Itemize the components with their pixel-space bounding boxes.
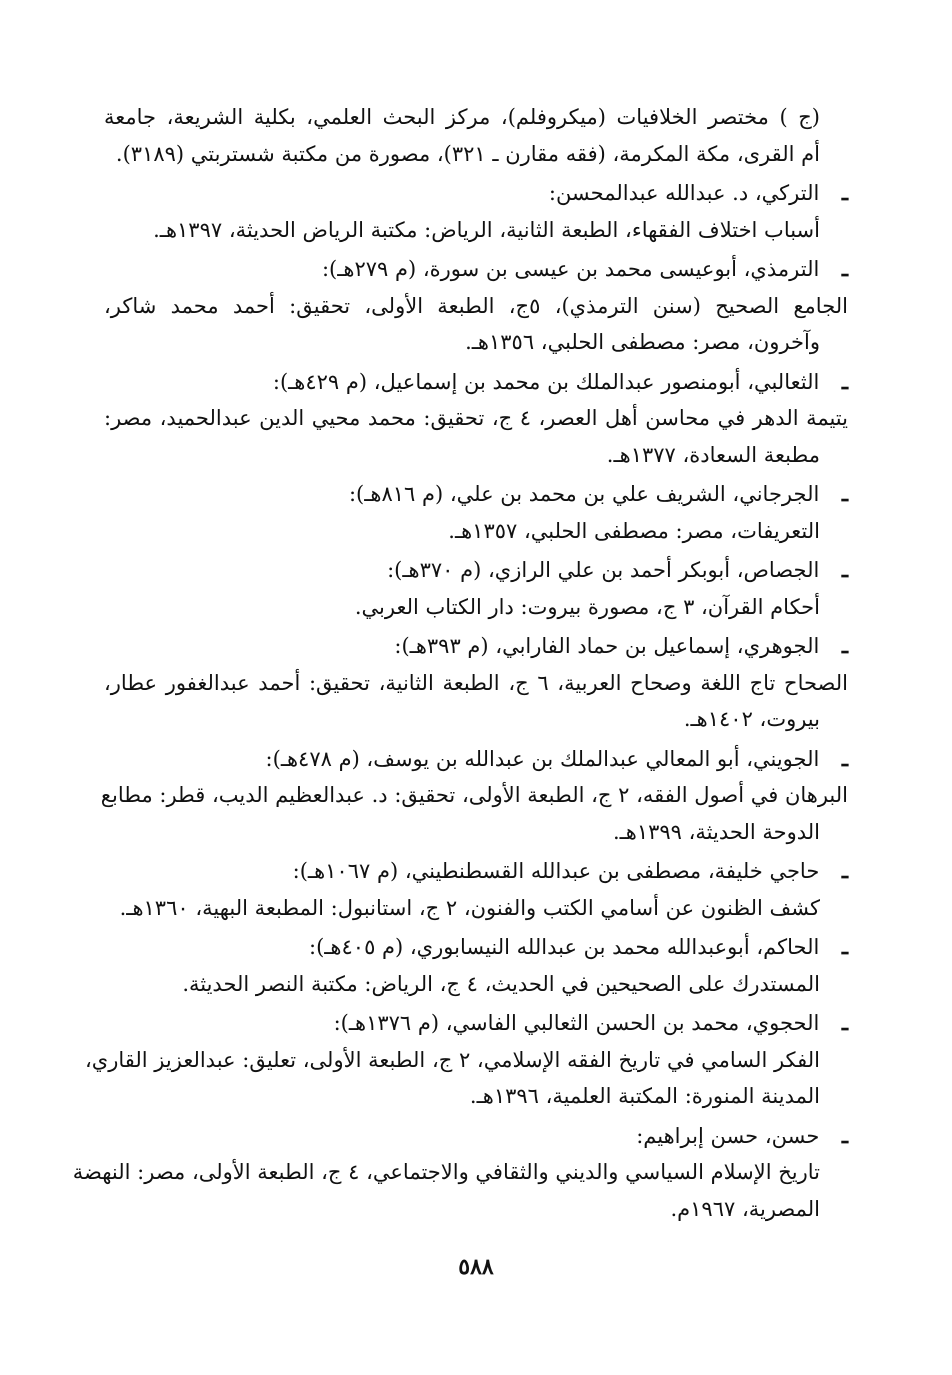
entry-author-text: الجويني، أبو المعالي عبدالملك بن عبدالله بن يوسف، (م ٤٧٨هـ): bbox=[265, 746, 820, 771]
entry-author-text: حاجي خليفة، مصطفى بن عبدالله القسطنطيني، (م ١٠٦٧هـ): bbox=[292, 859, 820, 883]
entry-line: أم القرى، مكة المكرمة، (فقه مقارن ـ ٣٢١)، مصورة من مكتبة شستربتي (٣١٨٩). bbox=[115, 141, 820, 166]
entry-author bbox=[104, 175, 848, 212]
entry-line: المدينة المنورة: المكتبة العلمية، ١٣٩٦هـ. bbox=[469, 1084, 820, 1108]
dash-marker: ـ bbox=[841, 745, 848, 771]
dash-marker: ـ bbox=[841, 557, 848, 582]
entry-author bbox=[104, 741, 848, 778]
dash-marker: ـ bbox=[841, 256, 848, 281]
bibliography-entry bbox=[72, 1118, 848, 1228]
dash-marker: ـ bbox=[841, 633, 848, 658]
bibliography-entry bbox=[85, 1005, 848, 1115]
bibliography-entry bbox=[104, 853, 848, 926]
entry-author bbox=[104, 1118, 848, 1155]
bibliography-entry bbox=[104, 175, 848, 248]
entry-author bbox=[104, 364, 848, 401]
entry-line: مطبعة السعادة، ١٣٧٧هـ. bbox=[606, 442, 820, 467]
entry-author-text: الجصاص، أبوبكر أحمد بن علي الرازي، (م ٣٧٠هـ): bbox=[387, 558, 820, 582]
entry-author bbox=[104, 853, 848, 890]
entry-line: كشف الظنون عن أسامي الكتب والفنون، ٢ ج، استانبول: المطبعة البهية، ١٣٦٠هـ. bbox=[119, 895, 820, 920]
page-number: ٥٨٨ bbox=[458, 1254, 494, 1280]
entry-author-text: الثعالبي، أبومنصور عبدالملك بن محمد بن إسماعيل، (م ٤٢٩هـ): bbox=[272, 369, 820, 394]
entry-author bbox=[104, 476, 848, 513]
entry-line: بيروت، ١٤٠٢هـ. bbox=[683, 707, 820, 731]
entry-line: الصحاح تاج اللغة وصحاح العربية، ٦ ج، الطبعة الثانية، تحقيق: أحمد عبدالغفور عطار، bbox=[104, 670, 848, 695]
entry-author-text: الجرجاني، الشريف علي بن محمد بن علي، (م ٨١٦هـ): bbox=[348, 482, 820, 506]
entry-line: الدوحة الحديثة، ١٣٩٩هـ. bbox=[612, 819, 820, 844]
entry-continuation bbox=[104, 99, 848, 172]
entry-line: يتيمة الدهر في محاسن أهل العصر، ٤ ج، تحقيق: محمد محيي الدين عبدالحميد، مصر: bbox=[104, 406, 848, 430]
entry-author-text: الترمذي، أبوعيسى محمد بن عيسى بن سورة، (م ٢٧٩هـ): bbox=[321, 257, 820, 281]
entry-line: وآخرون، مصر: مصطفى الحلبي، ١٣٥٦هـ. bbox=[465, 330, 820, 354]
bibliography-entry bbox=[104, 364, 848, 474]
bibliography-page bbox=[72, 96, 848, 1227]
entry-author bbox=[104, 628, 848, 665]
bibliography-entry bbox=[104, 476, 848, 549]
dash-marker: ـ bbox=[841, 934, 848, 959]
dash-marker: ـ bbox=[841, 858, 848, 883]
entry-line: المستدرك على الصحيحين في الحديث، ٤ ج، الرياض: مكتبة النصر الحديثة. bbox=[182, 971, 820, 996]
entry-line: أحكام القرآن، ٣ ج، مصورة بيروت: دار الكتاب العربي. bbox=[354, 594, 820, 619]
entry-author-text: الحجوي، محمد بن الحسن الثعالبي الفاسي، (م ١٣٧٦هـ): bbox=[333, 1011, 820, 1035]
dash-marker: ـ bbox=[841, 1122, 848, 1148]
entry-author-text: حسن، حسن إبراهيم: bbox=[636, 1123, 820, 1148]
entry-line: المصرية، ١٩٦٧م. bbox=[670, 1196, 820, 1221]
dash-marker: ـ bbox=[841, 368, 848, 394]
dash-marker: ـ bbox=[841, 180, 848, 205]
entry-author-text: التركي، د. عبدالله عبدالمحسن: bbox=[548, 181, 820, 205]
entry-author bbox=[104, 1005, 848, 1042]
entry-line: الفكر السامي في تاريخ الفقه الإسلامي، ٢ ج، الطبعة الأولى، تعليق: عبدالعزيز القاري، bbox=[85, 1047, 820, 1072]
entry-author bbox=[104, 552, 848, 589]
entry-author bbox=[104, 929, 848, 966]
dash-marker: ـ bbox=[841, 481, 848, 506]
dash-marker: ـ bbox=[841, 1010, 848, 1035]
entry-line: التعريفات، مصر: مصطفى الحلبي، ١٣٥٧هـ. bbox=[448, 518, 820, 543]
entry-author-text: الجوهري، إسماعيل بن حماد الفارابي، (م ٣٩٣هـ): bbox=[394, 634, 820, 658]
entry-author bbox=[104, 251, 848, 288]
bibliography-entry bbox=[104, 251, 848, 361]
entry-line: الجامع الصحيح (سنن الترمذي)، ٥ج، الطبعة الأولى، تحقيق: أحمد محمد شاكر، bbox=[104, 293, 848, 318]
bibliography-entry bbox=[104, 552, 848, 625]
bibliography-entry bbox=[104, 929, 848, 1002]
bibliography-entry bbox=[100, 741, 848, 851]
entry-line: (ج ) مختصر الخلافيات (ميكروفلم)، مركز البحث العلمي، بكلية الشريعة، جامعة bbox=[104, 105, 820, 129]
entry-author-text: الحاكم، أبوعبدالله محمد بن عبدالله النيسابوري، (م ٤٠٥هـ): bbox=[309, 935, 820, 959]
entry-line: أسباب اختلاف الفقهاء، الطبعة الثانية، الرياض: مكتبة الرياض الحديثة، ١٣٩٧هـ. bbox=[153, 217, 820, 242]
entry-line: تاريخ الإسلام السياسي والديني والثقافي والاجتماعي، ٤ ج، الطبعة الأولى، مصر: النهضة bbox=[72, 1160, 820, 1184]
entry-line: البرهان في أصول الفقه، ٢ ج، الطبعة الأولى، تحقيق: د. عبدالعظيم الديب، قطر: مطابع bbox=[100, 783, 848, 807]
bibliography-entry bbox=[104, 628, 848, 738]
